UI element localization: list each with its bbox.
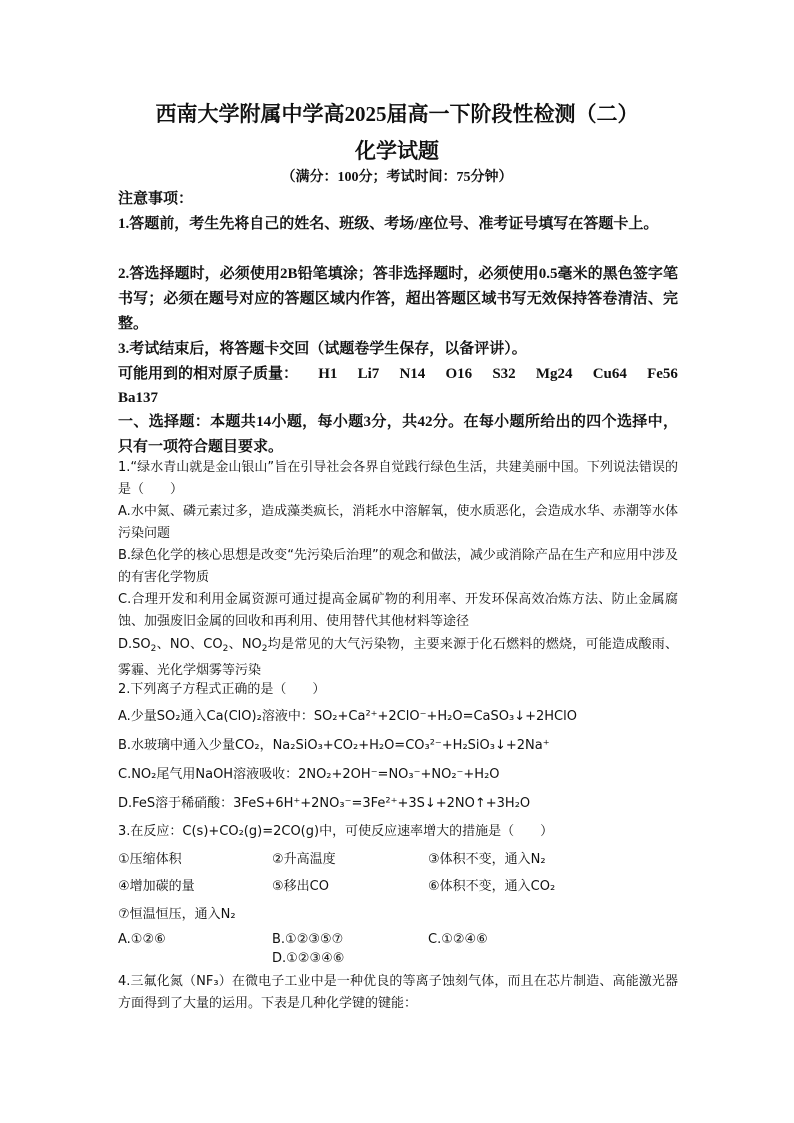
q3-option-a: A.①②⑥ xyxy=(118,932,166,947)
atomic-mass-last: Ba137 xyxy=(118,390,159,406)
atomic-label: 可能用到的相对原子质量： xyxy=(118,366,299,382)
q2-option-a: A.少量SO₂通入Ca(ClO)₂溶液中：SO₂+Ca²⁺+2ClO⁻+H₂O=CaSO₃↓+2HClO xyxy=(118,709,577,724)
atomic-mass: O16 xyxy=(445,366,473,382)
q3-measure-1: ①压缩体积 xyxy=(118,852,182,867)
q3-option-b: B.①②③⑤⑦ xyxy=(272,932,344,947)
q3-measure-5: ⑤移出CO xyxy=(272,879,329,894)
q1-option-b: B.绿色化学的核心思想是改变“先污染后治理”的观念和做法，减少或消除产品在生产和应用中涉及的有害化学物质 xyxy=(118,548,678,585)
q2-option-b: B.水玻璃中通入少量CO₂，Na₂SiO₃+CO₂+H₂O=CO₃²⁻+H₂SiO₃↓+2Na⁺ xyxy=(118,738,550,753)
q2-stem: 2.下列离子方程式正确的是（ ） xyxy=(118,682,326,697)
atomic-mass: Fe56 xyxy=(647,366,678,382)
atomic-mass: S32 xyxy=(492,366,516,382)
atomic-mass: Li7 xyxy=(357,366,380,382)
atomic-mass: Cu64 xyxy=(592,366,627,382)
q1-option-a: A.水中氮、磷元素过多，造成藻类疯长，消耗水中溶解氧，使水质恶化，会造成水华、赤潮等水体污染问题 xyxy=(118,504,678,541)
atomic-mass: N14 xyxy=(399,366,426,382)
q2-option-d: D.FeS溶于稀硝酸：3FeS+6H⁺+2NO₃⁻=3Fe²⁺+3S↓+2NO↑+3H₂O xyxy=(118,796,531,811)
note-3: 3.考试结束后，将答题卡交回（试题卷学生保存，以备评讲）。 xyxy=(118,341,527,357)
q4-stem: 4.三氟化氮（NF₃）在微电子工业中是一种优良的等离子蚀刻气体，而且在芯片制造、高能激光器方面得到了大量的运用。下表是几种化学键的键能： xyxy=(118,974,678,1011)
q3-measure-3: ③体积不变，通入N₂ xyxy=(428,852,546,867)
atomic-masses-line xyxy=(118,362,678,387)
q1-stem: 1.“绿水青山就是金山银山”旨在引导社会各界自觉践行绿色生活，共建美丽中国。下列说法错误的是（ ） xyxy=(118,460,678,497)
exam-title: 西南大学附属中学高2025届高一下阶段性检测（二） xyxy=(155,102,639,126)
atomic-mass: Mg24 xyxy=(535,366,573,382)
section1-heading: 一、选择题：本题共14小题，每小题3分，共42分。在每小题所给出的四个选择中，只有一项符合题目要求。 xyxy=(118,414,678,455)
exam-info: （满分：100分；考试时间：75分钟） xyxy=(281,170,513,185)
note-1: 1.答题前，考生先将自己的姓名、班级、考场/座位号、准考证号填写在答题卡上。 xyxy=(118,216,659,232)
q3-measure-6: ⑥体积不变，通入CO₂ xyxy=(428,879,556,894)
q2-option-c: C.NO₂尾气用NaOH溶液吸收：2NO₂+2OH⁻=NO₃⁻+NO₂⁻+H₂O xyxy=(118,767,500,782)
q3-option-d: D.①②③④⑥ xyxy=(272,951,345,966)
q1-option-d: $D.SO_2$、NO、$CO_2$、$NO_2$均是常见的大气污染物，主要来源于化石燃料的燃烧，可能造成酸雨、雾霾、光化学烟雾等污染 xyxy=(118,637,678,678)
note-2: 2.答选择题时，必须使用2B铅笔填涂；答非选择题时，必须使用0.5毫米的黑色签字笔书写；必须在题号对应的答题区域内作答，超出答题区域书写无效保持答卷清洁、完整。 xyxy=(118,266,678,332)
subject-title: 化学试题 xyxy=(355,139,439,163)
q3-measure-4: ④增加碳的量 xyxy=(118,879,195,894)
notes-heading: 注意事项： xyxy=(118,191,194,207)
q3-measure-7: ⑦恒温恒压，通入N₂ xyxy=(118,907,236,922)
q3-stem: 3.在反应：C(s)+CO₂(g)=2CO(g)中，可使反应速率增大的措施是（ ） xyxy=(118,824,554,839)
q3-measure-2: ②升高温度 xyxy=(272,852,336,867)
q1-option-c: C.合理开发和利用金属资源可通过提高金属矿物的利用率、开发环保高效冶炼方法、防止金属腐蚀、加强废旧金属的回收和再利用、使用替代其他材料等途径 xyxy=(118,592,678,629)
atomic-mass: H1 xyxy=(318,366,338,382)
q3-option-c: C.①②④⑥ xyxy=(428,932,488,947)
